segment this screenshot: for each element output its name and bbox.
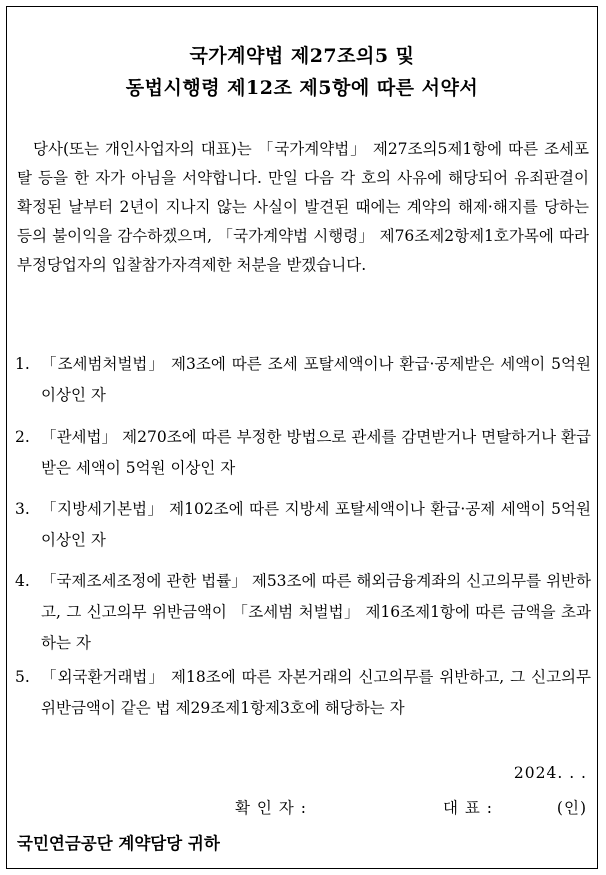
- list-item-text: 「지방세기본법」 제102조에 따른 지방세 포탈세액이나 환급·공제 세액이 5억원 이상인 자: [41, 500, 591, 549]
- list-item: [15, 494, 591, 556]
- list-item: [15, 349, 591, 411]
- list-item-text: 「조세범처벌법」 제3조에 따른 조세 포탈세액이나 환급·공제받은 세액이 5억원 이상인 자: [41, 355, 591, 404]
- pledge-document: [6, 6, 598, 869]
- seal-mark: (인): [556, 799, 587, 817]
- confirmer-label: 확 인 자 :: [235, 799, 307, 817]
- addressee: 국민연금공단 계약담당 귀하: [17, 834, 220, 853]
- pledge-date: 2024. . .: [513, 764, 587, 782]
- list-item: [15, 422, 591, 484]
- representative-label: 대 표 :: [443, 799, 494, 817]
- document-title-line1: 국가계약법 제27조의5 및: [189, 45, 415, 67]
- intro-paragraph: 당사(또는 개인사업자의 대표)는 「국가계약법」 제27조의5제1항에 따른 조세포탈 등을 한 자가 아님을 서약합니다. 만일 다음 각 호의 사유에 해당되어 유죄판결이 확정된 날부터 2년이 지나지 않는 사실이 발견된 때에는 계약의 해제·해지를 당하는 등의 불이익을 감수하겠으며, 「국가계약법 시행령」 제76조제2항제1호가목에 따라 부정당업자의 입찰참가자격제한 처분을 받겠습니다.: [17, 140, 589, 274]
- list-item-text: 「관세법」 제270조에 따른 부정한 방법으로 관세를 감면받거나 면탈하거나 환급받은 세액이 5억원 이상인 자: [41, 428, 591, 477]
- list-item: [15, 566, 591, 659]
- list-item-number: 3.: [15, 500, 30, 518]
- list-item-number: 2.: [15, 428, 30, 446]
- list-item-number: 4.: [15, 572, 30, 590]
- list-item-text: 「외국환거래법」 제18조에 따른 자본거래의 신고의무를 위반하고, 그 신고의무 위반금액이 같은 법 제29조제1항제3호에 해당하는 자: [41, 668, 591, 717]
- list-item-number: 1.: [15, 355, 30, 373]
- list-item-number: 5.: [15, 668, 30, 686]
- list-item: [15, 662, 591, 724]
- document-title-line2: 동법시행령 제12조 제5항에 따른 서약서: [125, 77, 479, 99]
- list-item-text: 「국제조세조정에 관한 법률」 제53조에 따른 해외금융계좌의 신고의무를 위반하고, 그 신고의무 위반금액이 「조세범 처벌법」 제16조제1항에 따른 금액을 초과하는 자: [41, 572, 591, 652]
